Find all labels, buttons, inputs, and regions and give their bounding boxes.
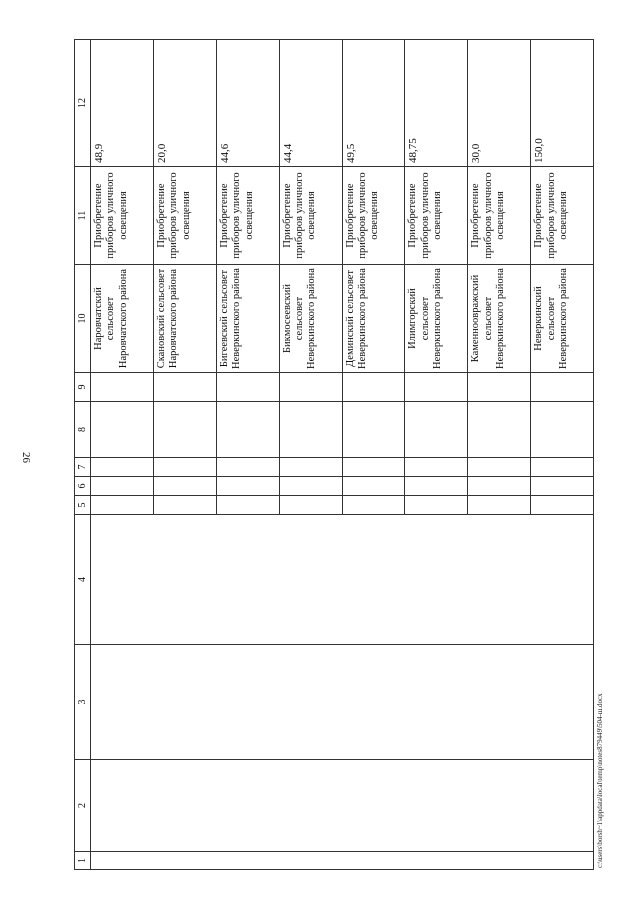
recipient-text: Илимгорский сельсовет Неверкинского района — [407, 268, 444, 369]
recipient-text: Скановский сельсовет Наровчатского района — [155, 268, 180, 369]
cell-col-8 — [405, 402, 468, 458]
rotated-table-wrap — [74, 40, 594, 870]
amount-text: 49,5 — [344, 143, 357, 163]
cell-col-8 — [91, 402, 154, 458]
purpose-cell — [216, 167, 279, 265]
col-header-1: 1 — [75, 852, 91, 870]
col-header-10: 10 — [75, 265, 91, 373]
cell-col-7 — [531, 458, 594, 477]
recipient-cell — [468, 265, 531, 373]
col-header-9: 9 — [75, 373, 91, 402]
col-header-5: 5 — [75, 496, 91, 515]
cell-col-9 — [405, 373, 468, 402]
purpose-cell — [468, 167, 531, 265]
cell-col-5 — [468, 496, 531, 515]
recipient-text: Деминский сельсовет Неверкинского района — [344, 268, 368, 369]
cell-col-6 — [342, 477, 405, 496]
page-number: 26 — [20, 452, 32, 463]
cell-col-5 — [342, 496, 405, 515]
amount-cell — [468, 40, 531, 167]
recipient-cell — [91, 265, 154, 373]
col-header-8: 8 — [75, 402, 91, 458]
col-header-3: 3 — [75, 645, 91, 760]
cell-col-5 — [531, 496, 594, 515]
cell-col-3 — [91, 645, 594, 760]
cell-col-8 — [342, 402, 405, 458]
col-header-7: 7 — [75, 458, 91, 477]
col-header-4: 4 — [75, 515, 91, 645]
cell-col-9 — [91, 373, 154, 402]
cell-col-5 — [153, 496, 216, 515]
data-table — [74, 39, 594, 870]
cell-col-6 — [468, 477, 531, 496]
header-row — [75, 40, 91, 870]
cell-col-5 — [216, 496, 279, 515]
purpose-cell — [405, 167, 468, 265]
footer-file-path: c:\users\borsh~1\appdata\local\temp\notes879449\504-ш.docx — [596, 693, 604, 868]
purpose-cell — [342, 167, 405, 265]
cell-col-7 — [216, 458, 279, 477]
purpose-text: Приобретение приборов уличного освещения — [93, 172, 129, 259]
amount-text: 48,75 — [407, 138, 420, 163]
cell-col-5 — [405, 496, 468, 515]
purpose-text: Приобретение приборов уличного освещения — [344, 172, 381, 259]
amount-text: 30,0 — [470, 143, 483, 163]
purpose-cell — [91, 167, 154, 265]
recipient-cell — [153, 265, 216, 373]
purpose-text: Приобретение приборов уличного освещения — [281, 172, 318, 259]
col-header-11: 11 — [75, 167, 91, 265]
cell-col-7 — [91, 458, 154, 477]
cell-col-2 — [91, 760, 594, 852]
recipient-cell — [531, 265, 594, 373]
cell-col-9 — [153, 373, 216, 402]
col-header-6: 6 — [75, 477, 91, 496]
cell-col-6 — [279, 477, 342, 496]
cell-col-8 — [279, 402, 342, 458]
cell-col-9 — [468, 373, 531, 402]
amount-cell — [216, 40, 279, 167]
amount-cell — [91, 40, 154, 167]
cell-col-9 — [342, 373, 405, 402]
purpose-text: Приобретение приборов уличного освещения — [470, 172, 507, 259]
cell-col-9 — [531, 373, 594, 402]
purpose-text: Приобретение приборов уличного освещения — [407, 172, 444, 259]
purpose-text: Приобретение приборов уличного освещения — [533, 172, 569, 259]
amount-text: 44,4 — [281, 143, 294, 163]
purpose-text: Приобретение приборов уличного освещения — [218, 172, 255, 259]
recipient-text: Неверкинский сельсовет Неверкинского района — [533, 268, 569, 369]
cell-col-6 — [153, 477, 216, 496]
recipient-cell — [216, 265, 279, 373]
cell-col-6 — [216, 477, 279, 496]
recipient-text: Бигеевский сельсовет Неверкинского района — [218, 268, 243, 369]
cell-col-9 — [216, 373, 279, 402]
cell-col-7 — [342, 458, 405, 477]
recipient-text: Бикмосеевский сельсовет Неверкинского района — [281, 268, 318, 369]
cell-col-8 — [153, 402, 216, 458]
amount-text: 44,6 — [218, 143, 231, 163]
amount-cell — [153, 40, 216, 167]
amount-cell — [531, 40, 594, 167]
recipient-text: Каменноовражский сельсовет Неверкинского района — [470, 268, 507, 369]
cell-col-6 — [91, 477, 154, 496]
recipient-text: Наровчатский сельсовет Наровчатского района — [93, 268, 129, 369]
cell-col-6 — [405, 477, 468, 496]
cell-col-1 — [91, 852, 594, 870]
cell-col-5 — [279, 496, 342, 515]
purpose-cell — [531, 167, 594, 265]
amount-text: 150,0 — [533, 138, 546, 163]
amount-cell — [342, 40, 405, 167]
cell-col-8 — [216, 402, 279, 458]
cell-col-4 — [91, 515, 594, 645]
recipient-cell — [279, 265, 342, 373]
cell-col-7 — [405, 458, 468, 477]
cell-col-8 — [531, 402, 594, 458]
cell-col-9 — [279, 373, 342, 402]
amount-cell — [405, 40, 468, 167]
cell-col-7 — [468, 458, 531, 477]
col-header-12: 12 — [75, 40, 91, 167]
cell-col-7 — [153, 458, 216, 477]
purpose-cell — [279, 167, 342, 265]
purpose-cell — [153, 167, 216, 265]
cell-col-5 — [91, 496, 154, 515]
table-row — [91, 40, 154, 870]
recipient-cell — [342, 265, 405, 373]
cell-col-6 — [531, 477, 594, 496]
amount-cell — [279, 40, 342, 167]
cell-col-7 — [279, 458, 342, 477]
recipient-cell — [405, 265, 468, 373]
amount-text: 20,0 — [155, 143, 168, 163]
cell-col-8 — [468, 402, 531, 458]
col-header-2: 2 — [75, 760, 91, 852]
amount-text: 48,9 — [93, 143, 105, 163]
purpose-text: Приобретение приборов уличного освещения — [155, 172, 192, 259]
